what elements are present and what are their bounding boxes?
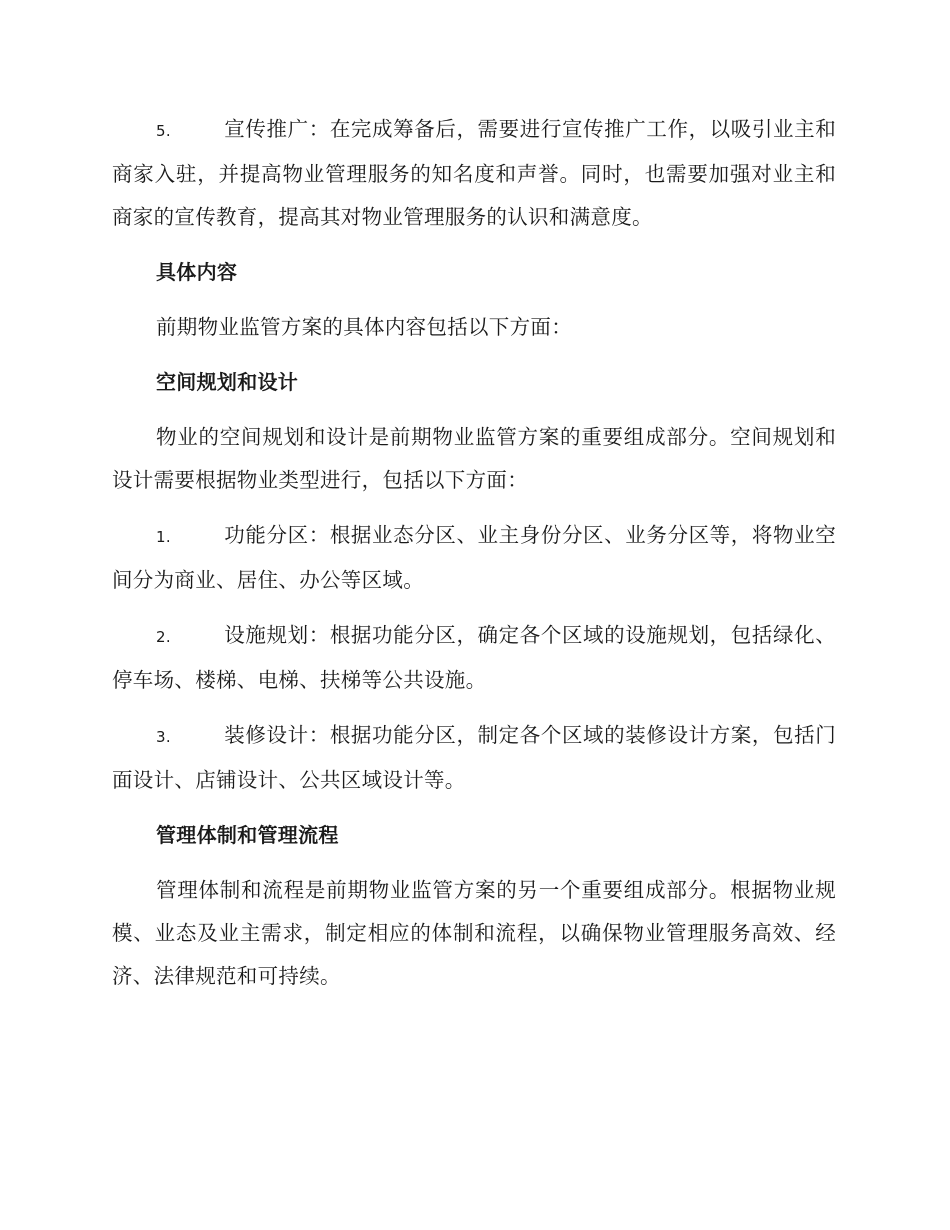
list-item-5 bbox=[112, 108, 836, 239]
management-paragraph: 管理体制和流程是前期物业监管方案的另一个重要组成部分。根据物业规模、业态及业主需求，制定相应的体制和流程，以确保物业管理服务高效、经济、法律规范和可持续。 bbox=[112, 878, 836, 988]
list-item-text: 设施规划：根据功能分区，确定各个区域的设施规划，包括绿化、停车场、楼梯、电梯、扶梯等公共设施。 bbox=[112, 623, 836, 692]
section-heading-content: 具体内容 bbox=[156, 260, 238, 284]
list-item-2 bbox=[112, 614, 836, 702]
list-number: 1. bbox=[156, 528, 171, 546]
list-number: 3. bbox=[156, 728, 171, 746]
section-heading-management: 管理体制和管理流程 bbox=[156, 823, 339, 847]
list-item-1 bbox=[112, 514, 836, 602]
list-item-text: 装修设计：根据功能分区，制定各个区域的装修设计方案，包括门面设计、店铺设计、公共区域设计等。 bbox=[112, 723, 836, 792]
list-item-text: 功能分区：根据业态分区、业主身份分区、业务分区等，将物业空间分为商业、居住、办公等区域。 bbox=[112, 523, 836, 592]
section-heading-space-planning: 空间规划和设计 bbox=[156, 370, 299, 394]
list-item-text: 宣传推广：在完成筹备后，需要进行宣传推广工作，以吸引业主和商家入驻，并提高物业管理服务的知名度和声誉。同时，也需要加强对业主和商家的宣传教育，提高其对物业管理服务的认识和满意度。 bbox=[112, 117, 836, 229]
list-number: 5. bbox=[156, 122, 171, 140]
list-item-3 bbox=[112, 714, 836, 802]
space-planning-paragraph: 物业的空间规划和设计是前期物业监管方案的重要组成部分。空间规划和设计需要根据物业类型进行，包括以下方面： bbox=[112, 425, 836, 492]
document-page bbox=[112, 108, 836, 1010]
intro-paragraph: 前期物业监管方案的具体内容包括以下方面： bbox=[156, 315, 572, 339]
list-number: 2. bbox=[156, 628, 171, 646]
